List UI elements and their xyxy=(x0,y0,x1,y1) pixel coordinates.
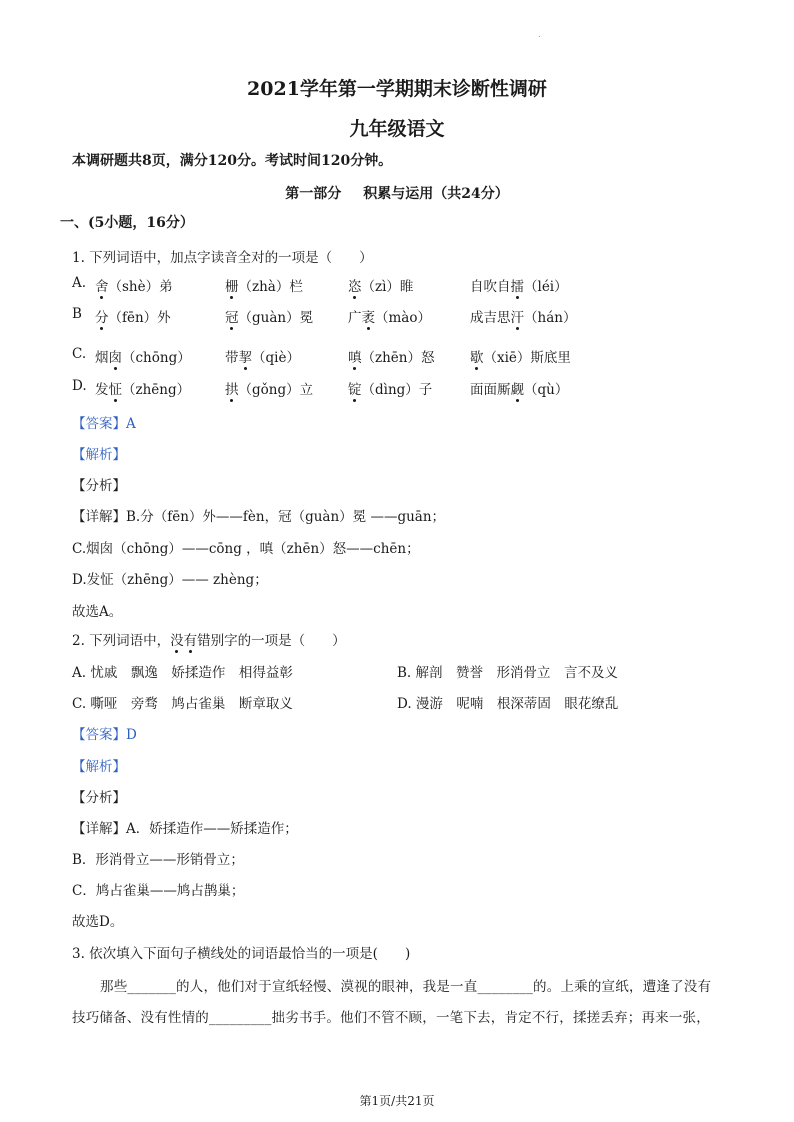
q1-stem: 1. 下列词语中，加点字读音全对的一项是（ ） xyxy=(72,250,373,266)
q2-option-c: C. 嘶哑 旁骛 鸠占雀巢 断章取义 xyxy=(72,696,293,712)
q2-fenxi: 【分析】 xyxy=(72,790,126,806)
page-footer: 第1页/共21页 xyxy=(359,1094,435,1108)
q1-option-word xyxy=(470,275,568,295)
q1-option-word xyxy=(348,306,431,326)
q1-conclusion: 故选A。 xyxy=(72,604,123,620)
q1-option-label: D. xyxy=(72,378,87,394)
emphasized-char: 锭 xyxy=(348,378,362,398)
word-prefix: 带 xyxy=(225,350,239,366)
q2-option-b: B. 解剖 赞誉 形消骨立 言不及义 xyxy=(397,665,619,681)
q2-option-d: D. 漫游 呢喃 根深蒂固 眼花缭乱 xyxy=(397,696,619,712)
q1-option-word xyxy=(348,346,435,366)
q1-option-word xyxy=(95,378,190,398)
q1-option-word xyxy=(225,275,303,295)
emphasized-char: 袤 xyxy=(362,306,376,326)
q1-option-word xyxy=(95,306,171,326)
q2-analysis-tag: 【解析】 xyxy=(72,759,126,775)
q2-detail-1: 【详解】A．娇揉造作——矫揉造作； xyxy=(72,821,298,837)
q1-detail-3: D.发怔（zhēng）—— zhèng； xyxy=(72,572,268,588)
part-number: 第一部分 xyxy=(285,186,342,202)
q1-option-label: A. xyxy=(72,275,87,291)
word-prefix: 发 xyxy=(95,382,109,398)
q1-option-label: B xyxy=(72,306,82,322)
q1-option-word xyxy=(225,378,313,398)
q2-stem xyxy=(72,629,346,649)
emphasized-char: 挈 xyxy=(239,346,253,366)
q2-option-a: A. 忧戚 飘逸 娇揉造作 相得益彰 xyxy=(72,665,293,681)
emphasized-char: 嗔 xyxy=(348,346,362,366)
word-prefix: 烟 xyxy=(95,350,109,366)
q2-answer: 【答案】D xyxy=(72,727,137,743)
word-reading: （xiē）斯底里 xyxy=(483,350,571,366)
q1-option-word xyxy=(348,275,413,295)
q1-detail-2: C.烟囱（chōng）——cōng ，嗔（zhēn）怒——chēn； xyxy=(72,541,420,557)
q1-option-label: C. xyxy=(72,346,87,362)
emphasized-char: 汗 xyxy=(511,306,525,326)
q1-option-word xyxy=(470,306,576,326)
emphasized-char: 怔 xyxy=(109,378,123,398)
q2-detail-2: B．形消骨立——形销骨立； xyxy=(72,852,244,868)
q1-detail-1: 【详解】B.分（fēn）外——fèn，冠（guàn）冕 ——guān； xyxy=(72,509,446,525)
emphasized-char: 拱 xyxy=(225,378,239,398)
word-reading: （guàn）冕 xyxy=(238,310,314,326)
q1-answer: 【答案】A xyxy=(72,416,136,432)
emphasized-char: 栅 xyxy=(225,275,239,295)
emphasized-char: 歇 xyxy=(470,346,484,366)
emphasized-char: 有 xyxy=(184,629,198,649)
q1-option-word xyxy=(95,346,191,366)
word-prefix: 面面厮 xyxy=(470,382,511,398)
emphasized-char: 冠 xyxy=(225,306,239,326)
q1-option-word xyxy=(225,306,313,326)
word-reading: （qù） xyxy=(524,382,569,398)
q1-option-word xyxy=(470,378,568,398)
q3-passage-line-1: 那些_______的人，他们对于宣纸轻慢、漠视的眼神，我是一直________的。上乘的宣纸，遭逢了没有 xyxy=(100,979,712,995)
q2-conclusion: 故选D。 xyxy=(72,914,124,930)
q2-stem-pre: 2. 下列词语中， xyxy=(72,633,171,649)
q2-stem-emphasis xyxy=(170,633,197,649)
emphasized-char: 舍 xyxy=(95,275,109,295)
q1-option-word xyxy=(348,378,432,398)
q1-fenxi: 【分析】 xyxy=(72,478,126,494)
exam-intro: 本调研题共8页，满分120分。考试时间120分钟。 xyxy=(72,153,393,169)
word-reading: （léi） xyxy=(524,279,568,295)
emphasized-char: 觑 xyxy=(511,378,525,398)
page-subtitle: 九年级语文 xyxy=(349,118,445,140)
word-reading: （mào） xyxy=(375,310,431,326)
page-title: 2021学年第一学期期末诊断性调研 xyxy=(247,78,547,100)
q3-stem: 3. 依次填入下面句子横线处的词语最恰当的一项是( ) xyxy=(72,946,411,962)
emphasized-char: 囱 xyxy=(109,346,123,366)
emphasized-char: 分 xyxy=(95,306,109,326)
word-reading: （zì）睢 xyxy=(361,279,414,295)
word-reading: （zhà）栏 xyxy=(238,279,303,295)
word-reading: （qiè） xyxy=(252,350,300,366)
word-prefix: 成吉思 xyxy=(470,310,511,326)
part-heading xyxy=(0,183,794,203)
word-prefix: 自吹自 xyxy=(470,279,511,295)
q2-stem-post: 错别字的一项是（ ） xyxy=(197,633,346,649)
emphasized-char: 擂 xyxy=(511,275,525,295)
section-heading: 一、(5小题，16分） xyxy=(60,215,194,231)
word-reading: （shè）弟 xyxy=(108,279,173,295)
word-reading: （chōng） xyxy=(122,350,191,366)
word-reading: （dìng）子 xyxy=(361,382,433,398)
q1-analysis-tag: 【解析】 xyxy=(72,447,126,463)
emphasized-char: 恣 xyxy=(348,275,362,295)
word-reading: （zhēng） xyxy=(122,382,191,398)
word-reading: （hán） xyxy=(524,310,577,326)
q1-option-word xyxy=(225,346,300,366)
word-reading: （fēn）外 xyxy=(108,310,171,326)
q2-detail-3: C．鸠占雀巢——鸠占鹊巢； xyxy=(72,883,245,899)
q1-option-word xyxy=(95,275,173,295)
word-reading: （zhēn）怒 xyxy=(361,350,435,366)
q3-passage-line-2: 技巧储备、没有性情的_________拙劣书手。他们不管不顾，一笔下去，肯定不行，揉搓丢弃；再来一张， xyxy=(72,1010,710,1026)
emphasized-char: 没 xyxy=(170,629,184,649)
q1-option-word xyxy=(470,346,571,366)
word-prefix: 广 xyxy=(348,310,362,326)
word-reading: （gǒng）立 xyxy=(238,382,314,398)
scan-dot: . xyxy=(538,30,541,40)
part-name: 积累与运用（共24分） xyxy=(363,186,509,202)
